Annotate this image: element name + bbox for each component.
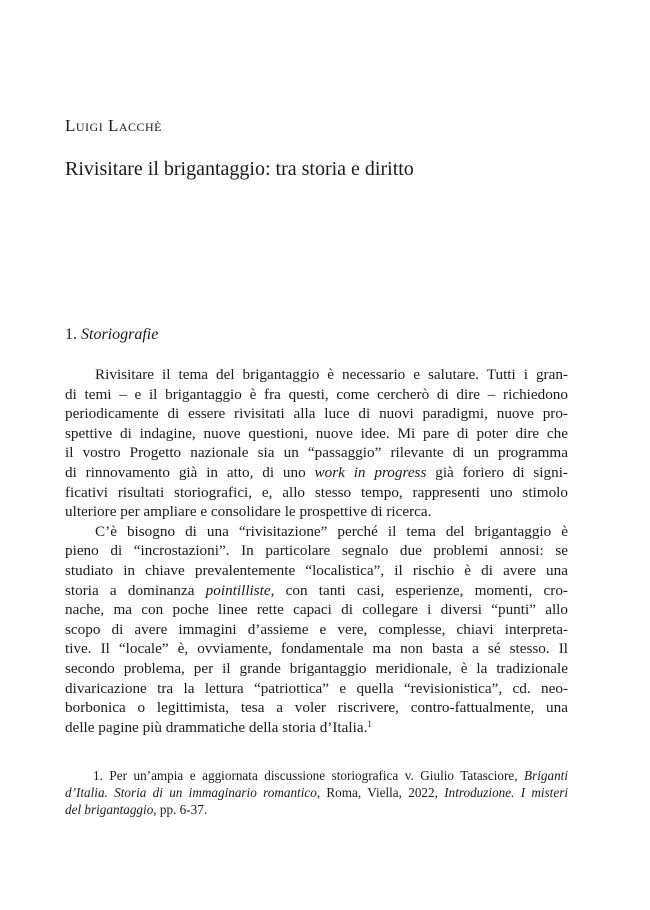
text-line: ulteriore per ampliare e consolidare le prospettive di ricerca. xyxy=(65,503,432,521)
text-segment: di rinnovamento già in atto, di uno xyxy=(65,463,315,481)
italic-phrase: pointilliste xyxy=(205,581,271,599)
text-line: C’è bisogno di una “rivisitazione” perché il tema del brigantaggio è xyxy=(95,522,568,540)
footnote-reference[interactable]: 1 xyxy=(367,718,372,729)
section-number: 1. xyxy=(65,326,77,343)
text-line: Rivisitare il tema del brigantaggio è necessario e salutare. Tutti i gran- xyxy=(95,366,568,383)
text-line xyxy=(65,581,568,601)
text-line: divaricazione tra la lettura “patriottica” e quella “revisionistica”, cd. neo- xyxy=(65,679,568,697)
footnote xyxy=(65,767,568,819)
author-name: Luigi Lacchè xyxy=(65,116,163,135)
text-segment: Per un’ampia e aggiornata discussione storiografica v. Giulio Tatasciore, xyxy=(109,768,525,783)
chapter-title: Rivisitare il brigantaggio: tra storia e diritto xyxy=(65,158,414,180)
footnote-number: 1. xyxy=(93,768,103,783)
text-line: secondo problema, per il grande brigantaggio meridionale, è la tradizionale xyxy=(65,659,568,677)
section-title: Storiografie xyxy=(81,326,159,343)
footnote-line xyxy=(65,767,568,784)
text-segment: già foriero di signi- xyxy=(426,463,568,481)
text-segment: delle pagine più drammatiche della storia d’Italia. xyxy=(65,718,368,736)
italic-phrase: Briganti xyxy=(524,768,569,783)
text-line xyxy=(65,463,568,483)
text-line: borbonica o legittimista, tesa a voler riscrivere, contro-fattualmente, una xyxy=(65,699,568,717)
italic-phrase: Introduzione. I misteri xyxy=(444,785,568,801)
text-segment: , Roma, Viella, 2022, xyxy=(316,785,445,801)
text-line: spettive di indagine, nuove questioni, nuove idee. Mi pare di poter dire che xyxy=(65,424,568,442)
text-line: tive. Il “locale” è, ovviamente, fondamentale ma non basta a sé stesso. Il xyxy=(65,640,568,658)
text-line: pieno di “incrostazioni”. In particolare segnalo due problemi annosi: se xyxy=(65,542,568,560)
text-line: periodicamente di essere rivisitati alla luce di nuovi paradigmi, nuove pro- xyxy=(65,405,568,423)
text-line: studiato in chiave prevalentemente “localistica”, il rischio è di avere una xyxy=(65,561,568,579)
text-line: nache, ma con poche linee rette capaci di collegare i diversi “punti” allo xyxy=(65,601,568,619)
italic-phrase: work in progress xyxy=(314,463,427,481)
text-line: il vostro Progetto nazionale sia un “passaggio” rilevante di un programma xyxy=(65,444,568,462)
text-segment: , pp. 6-37. xyxy=(153,802,208,818)
body-text xyxy=(65,365,568,737)
text-line xyxy=(65,718,568,738)
text-line: di temi – e il brigantaggio è fra questi, come cercherò di dire – richiedono xyxy=(65,385,568,403)
italic-phrase: del brigantaggio xyxy=(65,802,154,818)
footnote-line xyxy=(65,784,568,801)
text-segment: , con tanti casi, esperienze, momenti, cro- xyxy=(270,581,568,599)
italic-phrase: d’Italia. Storia di un immaginario romantico xyxy=(65,785,317,801)
text-segment: storia a dominanza xyxy=(65,581,206,599)
section-heading xyxy=(65,326,158,344)
footnote-line xyxy=(65,801,568,818)
text-line: ficativi risultati storiografici, e, allo stesso tempo, rappresenti uno stimolo xyxy=(65,483,568,501)
text-line: scopo di avere immagini d’assieme e vere, complesse, chiavi interpreta- xyxy=(65,620,568,638)
